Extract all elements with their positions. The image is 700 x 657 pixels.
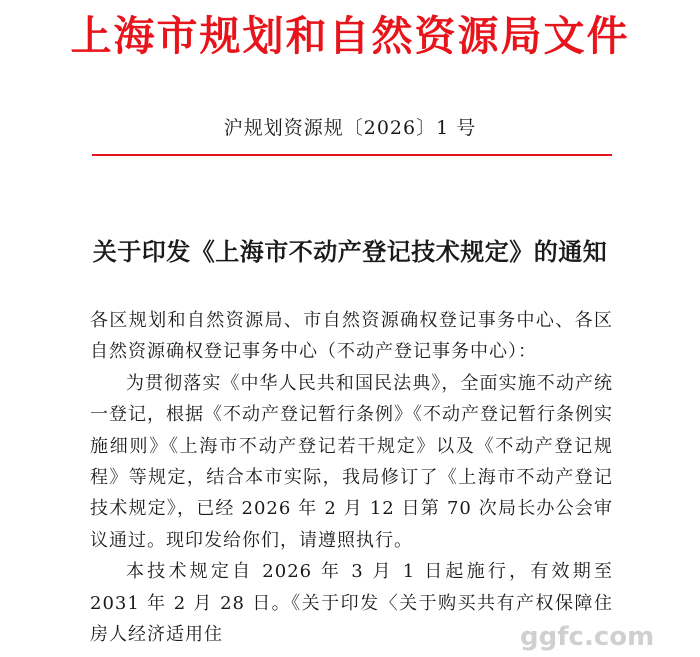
issuer-title: 上海市规划和自然资源局文件	[70, 12, 630, 60]
document-number: 沪规划资源规〔2026〕1 号	[223, 117, 477, 139]
notice-title: 关于印发《上海市不动产登记技术规定》的通知	[92, 237, 608, 266]
salutation: 各区规划和自然资源局、市自然资源确权登记事务中心、各区自然资源确权登记事务中心（不动产登记事务中心）：	[90, 310, 613, 363]
site-watermark: ggfc.com	[520, 622, 655, 652]
body-paragraph: 为贯彻落实《中华人民共和国民法典》，全面实施不动产统一登记，根据《不动产登记暂行条例》《不动产登记暂行条例实施细则》《上海市不动产登记若干规定》以及《不动产登记规程》等规定，结合本市实际，我局修订了《上海市不动产登记技术规定》，已经 2026 年 2 月 12 日第 70 次局长办公会审议通过。现印发给你们，请遵照执行。	[90, 372, 613, 551]
document-body	[90, 305, 613, 650]
red-divider-line	[92, 154, 612, 156]
body-paragraph: 本技术规定自 2026 年 3 月 1 日起施行，有效期至 2031 年 2 月 28 日。《关于印发〈关于购买共有产权保障住房人经济适用住	[90, 561, 613, 646]
